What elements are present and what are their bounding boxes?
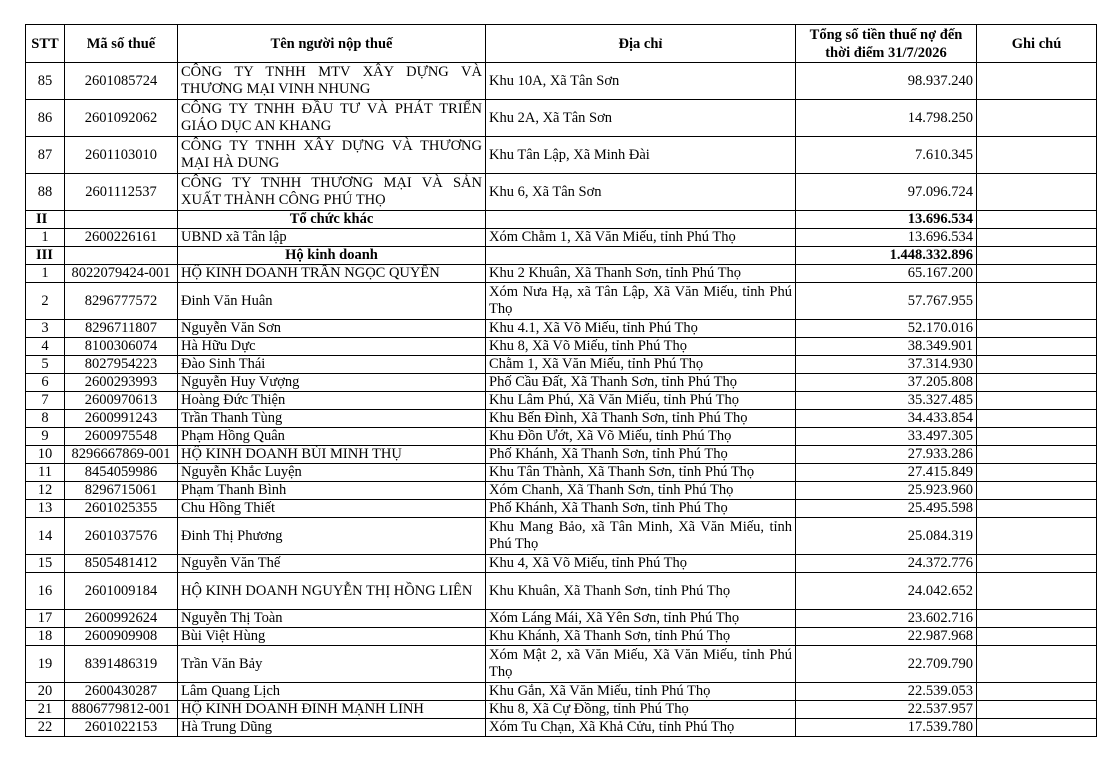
taxpayer-name-cell: Hà Hữu Dực [178, 338, 486, 356]
stt-cell: 21 [26, 701, 65, 719]
taxpayer-name-cell: Nguyễn Huy Vượng [178, 374, 486, 392]
stt-cell: 5 [26, 356, 65, 374]
tax-code-cell: 8806779812-001 [65, 701, 178, 719]
debt-amount-cell: 13.696.534 [796, 211, 977, 229]
address-cell: Khu Bến Đình, Xã Thanh Sơn, tỉnh Phú Thọ [486, 410, 796, 428]
table-row [26, 446, 1097, 464]
note-cell [977, 374, 1097, 392]
stt-cell: 87 [26, 137, 65, 174]
address-cell: Khu 8, Xã Võ Miếu, tỉnh Phú Thọ [486, 338, 796, 356]
debt-amount-cell: 22.987.968 [796, 628, 977, 646]
taxpayer-name-cell: UBND xã Tân lập [178, 229, 486, 247]
address-cell: Khu 8, Xã Cự Đồng, tỉnh Phú Thọ [486, 701, 796, 719]
tax-code-cell: 2600909908 [65, 628, 178, 646]
note-cell [977, 628, 1097, 646]
taxpayer-name-cell: Trần Thanh Tùng [178, 410, 486, 428]
table-row [26, 518, 1097, 555]
note-cell [977, 137, 1097, 174]
stt-cell: 7 [26, 392, 65, 410]
tax-code-cell: 2601085724 [65, 63, 178, 100]
address-cell: Khu Lâm Phú, Xã Văn Miếu, tỉnh Phú Thọ [486, 392, 796, 410]
address-cell: Khu 4.1, Xã Võ Miếu, tỉnh Phú Thọ [486, 320, 796, 338]
stt-cell: III [26, 247, 65, 265]
note-cell [977, 100, 1097, 137]
stt-cell: 22 [26, 719, 65, 737]
taxpayer-name-cell: Nguyễn Khắc Luyện [178, 464, 486, 482]
taxpayer-name-cell: CÔNG TY TNHH MTV XÂY DỰNG VÀ THƯƠNG MẠI VINH NHUNG [178, 63, 486, 100]
debt-amount-cell: 37.314.930 [796, 356, 977, 374]
table-row [26, 482, 1097, 500]
tax-code-cell: 2600992624 [65, 610, 178, 628]
stt-cell: 19 [26, 646, 65, 683]
table-row [26, 464, 1097, 482]
tax-code-cell: 8454059986 [65, 464, 178, 482]
address-cell: Xóm Mật 2, xã Văn Miếu, Xã Văn Miếu, tỉnh Phú Thọ [486, 646, 796, 683]
stt-cell: 17 [26, 610, 65, 628]
stt-cell: 4 [26, 338, 65, 356]
tax-code-cell: 2601022153 [65, 719, 178, 737]
table-row [26, 646, 1097, 683]
note-cell [977, 683, 1097, 701]
note-cell [977, 500, 1097, 518]
debt-amount-cell: 13.696.534 [796, 229, 977, 247]
tax-code-cell: 2600975548 [65, 428, 178, 446]
address-cell: Khu 6, Xã Tân Sơn [486, 174, 796, 211]
section-row [26, 247, 1097, 265]
taxpayer-name-cell: CÔNG TY TNHH XÂY DỰNG VÀ THƯƠNG MẠI HÀ DUNG [178, 137, 486, 174]
tax-code-cell: 2601112537 [65, 174, 178, 211]
address-cell: Khu Tân Thành, Xã Thanh Sơn, tỉnh Phú Thọ [486, 464, 796, 482]
header-taxpayer-name: Tên người nộp thuế [178, 25, 486, 63]
note-cell [977, 283, 1097, 320]
stt-cell: 6 [26, 374, 65, 392]
stt-cell: 18 [26, 628, 65, 646]
tax-code-cell: 8296715061 [65, 482, 178, 500]
tax-code-cell: 8022079424-001 [65, 265, 178, 283]
address-cell: Khu Mang Bảo, xã Tân Minh, Xã Văn Miếu, tỉnh Phú Thọ [486, 518, 796, 555]
taxpayer-name-cell: CÔNG TY TNHH THƯƠNG MẠI VÀ SẢN XUẤT THÀNH CÔNG PHÚ THỌ [178, 174, 486, 211]
debt-amount-cell: 25.495.598 [796, 500, 977, 518]
section-row [26, 211, 1097, 229]
note-cell [977, 392, 1097, 410]
stt-cell: 2 [26, 283, 65, 320]
debt-amount-cell: 24.372.776 [796, 555, 977, 573]
header-total-debt: Tổng số tiền thuế nợ đến thời điểm 31/7/2026 [796, 25, 977, 63]
address-cell: Khu Tân Lập, Xã Minh Đài [486, 137, 796, 174]
debt-amount-cell: 7.610.345 [796, 137, 977, 174]
taxpayer-name-cell: HỘ KINH DOANH BÙI MINH THỤ [178, 446, 486, 464]
note-cell [977, 338, 1097, 356]
note-cell [977, 719, 1097, 737]
debt-amount-cell: 24.042.652 [796, 573, 977, 610]
table-row [26, 63, 1097, 100]
tax-code-cell: 8296667869-001 [65, 446, 178, 464]
tax-code-cell: 2600970613 [65, 392, 178, 410]
table-row [26, 265, 1097, 283]
debt-amount-cell: 25.084.319 [796, 518, 977, 555]
debt-amount-cell: 34.433.854 [796, 410, 977, 428]
table-row [26, 610, 1097, 628]
address-cell: Khu 2A, Xã Tân Sơn [486, 100, 796, 137]
taxpayer-name-cell: Đinh Thị Phương [178, 518, 486, 555]
address-cell: Phố Cầu Đất, Xã Thanh Sơn, tỉnh Phú Thọ [486, 374, 796, 392]
table-header-row [26, 25, 1097, 63]
note-cell [977, 247, 1097, 265]
tax-code-cell: 2600991243 [65, 410, 178, 428]
stt-cell: 13 [26, 500, 65, 518]
stt-cell: 85 [26, 63, 65, 100]
table-row [26, 137, 1097, 174]
taxpayer-name-cell: Phạm Hồng Quân [178, 428, 486, 446]
table-row [26, 174, 1097, 211]
taxpayer-name-cell: Hoàng Đức Thiện [178, 392, 486, 410]
address-cell: Khu Khánh, Xã Thanh Sơn, tỉnh Phú Thọ [486, 628, 796, 646]
address-cell: Khu Đồn Ướt, Xã Võ Miếu, tỉnh Phú Thọ [486, 428, 796, 446]
debt-amount-cell: 65.167.200 [796, 265, 977, 283]
debt-amount-cell: 1.448.332.896 [796, 247, 977, 265]
header-note: Ghi chú [977, 25, 1097, 63]
tax-code-cell: 2601092062 [65, 100, 178, 137]
taxpayer-name-cell: Bùi Việt Hùng [178, 628, 486, 646]
taxpayer-name-cell: Hộ kinh doanh [178, 247, 486, 265]
tax-code-cell: 2600293993 [65, 374, 178, 392]
table-row [26, 410, 1097, 428]
tax-code-cell [65, 211, 178, 229]
taxpayer-name-cell: Tổ chức khác [178, 211, 486, 229]
address-cell [486, 211, 796, 229]
note-cell [977, 446, 1097, 464]
address-cell: Khu Gắn, Xã Văn Miếu, tỉnh Phú Thọ [486, 683, 796, 701]
note-cell [977, 356, 1097, 374]
note-cell [977, 555, 1097, 573]
debt-amount-cell: 98.937.240 [796, 63, 977, 100]
taxpayer-name-cell: Đào Sinh Thái [178, 356, 486, 374]
debt-amount-cell: 22.539.053 [796, 683, 977, 701]
note-cell [977, 229, 1097, 247]
debt-amount-cell: 35.327.485 [796, 392, 977, 410]
table-row [26, 100, 1097, 137]
tax-debt-table [25, 24, 1097, 737]
address-cell: Khu 2 Khuân, Xã Thanh Sơn, tỉnh Phú Thọ [486, 265, 796, 283]
stt-cell: 16 [26, 573, 65, 610]
debt-amount-cell: 25.923.960 [796, 482, 977, 500]
tax-code-cell: 2601025355 [65, 500, 178, 518]
stt-cell: 88 [26, 174, 65, 211]
debt-amount-cell: 33.497.305 [796, 428, 977, 446]
table-row [26, 500, 1097, 518]
table-row [26, 229, 1097, 247]
taxpayer-name-cell: Lâm Quang Lịch [178, 683, 486, 701]
note-cell [977, 464, 1097, 482]
taxpayer-name-cell: HỘ KINH DOANH ĐINH MẠNH LINH [178, 701, 486, 719]
address-cell: Chằm 1, Xã Văn Miếu, tỉnh Phú Thọ [486, 356, 796, 374]
tax-code-cell: 2601037576 [65, 518, 178, 555]
header-tax-code: Mã số thuế [65, 25, 178, 63]
debt-amount-cell: 38.349.901 [796, 338, 977, 356]
note-cell [977, 610, 1097, 628]
stt-cell: 8 [26, 410, 65, 428]
note-cell [977, 482, 1097, 500]
table-row [26, 356, 1097, 374]
taxpayer-name-cell: Nguyễn Văn Thế [178, 555, 486, 573]
taxpayer-name-cell: Nguyễn Văn Sơn [178, 320, 486, 338]
tax-debt-document [25, 24, 1097, 737]
header-address: Địa chỉ [486, 25, 796, 63]
table-row [26, 683, 1097, 701]
tax-code-cell: 8100306074 [65, 338, 178, 356]
stt-cell: 12 [26, 482, 65, 500]
taxpayer-name-cell: Nguyễn Thị Toàn [178, 610, 486, 628]
table-row [26, 701, 1097, 719]
note-cell [977, 63, 1097, 100]
tax-code-cell: 2600430287 [65, 683, 178, 701]
stt-cell: 11 [26, 464, 65, 482]
tax-code-cell: 8027954223 [65, 356, 178, 374]
taxpayer-name-cell: Phạm Thanh Bình [178, 482, 486, 500]
table-row [26, 283, 1097, 320]
note-cell [977, 428, 1097, 446]
note-cell [977, 518, 1097, 555]
note-cell [977, 646, 1097, 683]
stt-cell: 1 [26, 265, 65, 283]
note-cell [977, 573, 1097, 610]
address-cell: Khu 10A, Xã Tân Sơn [486, 63, 796, 100]
taxpayer-name-cell: Hà Trung Dũng [178, 719, 486, 737]
taxpayer-name-cell: CÔNG TY TNHH ĐẦU TƯ VÀ PHÁT TRIỂN GIÁO DỤC AN KHANG [178, 100, 486, 137]
stt-cell: 3 [26, 320, 65, 338]
note-cell [977, 701, 1097, 719]
address-cell: Phố Khánh, Xã Thanh Sơn, tỉnh Phú Thọ [486, 500, 796, 518]
stt-cell: II [26, 211, 65, 229]
tax-code-cell: 2601009184 [65, 573, 178, 610]
debt-amount-cell: 14.798.250 [796, 100, 977, 137]
address-cell: Khu 4, Xã Võ Miếu, tỉnh Phú Thọ [486, 555, 796, 573]
debt-amount-cell: 52.170.016 [796, 320, 977, 338]
table-row [26, 374, 1097, 392]
tax-code-cell: 2600226161 [65, 229, 178, 247]
address-cell [486, 247, 796, 265]
address-cell: Xóm Chằm 1, Xã Văn Miếu, tỉnh Phú Thọ [486, 229, 796, 247]
address-cell: Xóm Chanh, Xã Thanh Sơn, tỉnh Phú Thọ [486, 482, 796, 500]
debt-amount-cell: 22.537.957 [796, 701, 977, 719]
taxpayer-name-cell: Chu Hồng Thiết [178, 500, 486, 518]
debt-amount-cell: 22.709.790 [796, 646, 977, 683]
taxpayer-name-cell: Trần Văn Bảy [178, 646, 486, 683]
debt-amount-cell: 57.767.955 [796, 283, 977, 320]
address-cell: Khu Khuân, Xã Thanh Sơn, tỉnh Phú Thọ [486, 573, 796, 610]
debt-amount-cell: 23.602.716 [796, 610, 977, 628]
stt-cell: 20 [26, 683, 65, 701]
tax-code-cell: 2601103010 [65, 137, 178, 174]
taxpayer-name-cell: Đinh Văn Huân [178, 283, 486, 320]
stt-cell: 14 [26, 518, 65, 555]
table-row [26, 392, 1097, 410]
tax-code-cell: 8296777572 [65, 283, 178, 320]
debt-amount-cell: 37.205.808 [796, 374, 977, 392]
stt-cell: 15 [26, 555, 65, 573]
table-row [26, 719, 1097, 737]
table-row [26, 573, 1097, 610]
tax-code-cell: 8505481412 [65, 555, 178, 573]
table-row [26, 338, 1097, 356]
note-cell [977, 265, 1097, 283]
stt-cell: 10 [26, 446, 65, 464]
debt-amount-cell: 97.096.724 [796, 174, 977, 211]
address-cell: Xóm Láng Mái, Xã Yên Sơn, tỉnh Phú Thọ [486, 610, 796, 628]
header-stt: STT [26, 25, 65, 63]
address-cell: Phố Khánh, Xã Thanh Sơn, tỉnh Phú Thọ [486, 446, 796, 464]
tax-code-cell: 8296711807 [65, 320, 178, 338]
tax-code-cell [65, 247, 178, 265]
table-body [26, 63, 1097, 737]
table-row [26, 320, 1097, 338]
address-cell: Xóm Tu Chạn, Xã Khả Cửu, tỉnh Phú Thọ [486, 719, 796, 737]
stt-cell: 9 [26, 428, 65, 446]
note-cell [977, 211, 1097, 229]
note-cell [977, 320, 1097, 338]
note-cell [977, 174, 1097, 211]
debt-amount-cell: 27.933.286 [796, 446, 977, 464]
tax-code-cell: 8391486319 [65, 646, 178, 683]
note-cell [977, 410, 1097, 428]
table-row [26, 555, 1097, 573]
stt-cell: 1 [26, 229, 65, 247]
address-cell: Xóm Nưa Hạ, xã Tân Lập, Xã Văn Miếu, tỉnh Phú Thọ [486, 283, 796, 320]
taxpayer-name-cell: HỘ KINH DOANH TRẦN NGỌC QUYẾN [178, 265, 486, 283]
table-row [26, 628, 1097, 646]
stt-cell: 86 [26, 100, 65, 137]
table-row [26, 428, 1097, 446]
taxpayer-name-cell: HỘ KINH DOANH NGUYỄN THỊ HỒNG LIÊN [178, 573, 486, 610]
debt-amount-cell: 27.415.849 [796, 464, 977, 482]
debt-amount-cell: 17.539.780 [796, 719, 977, 737]
